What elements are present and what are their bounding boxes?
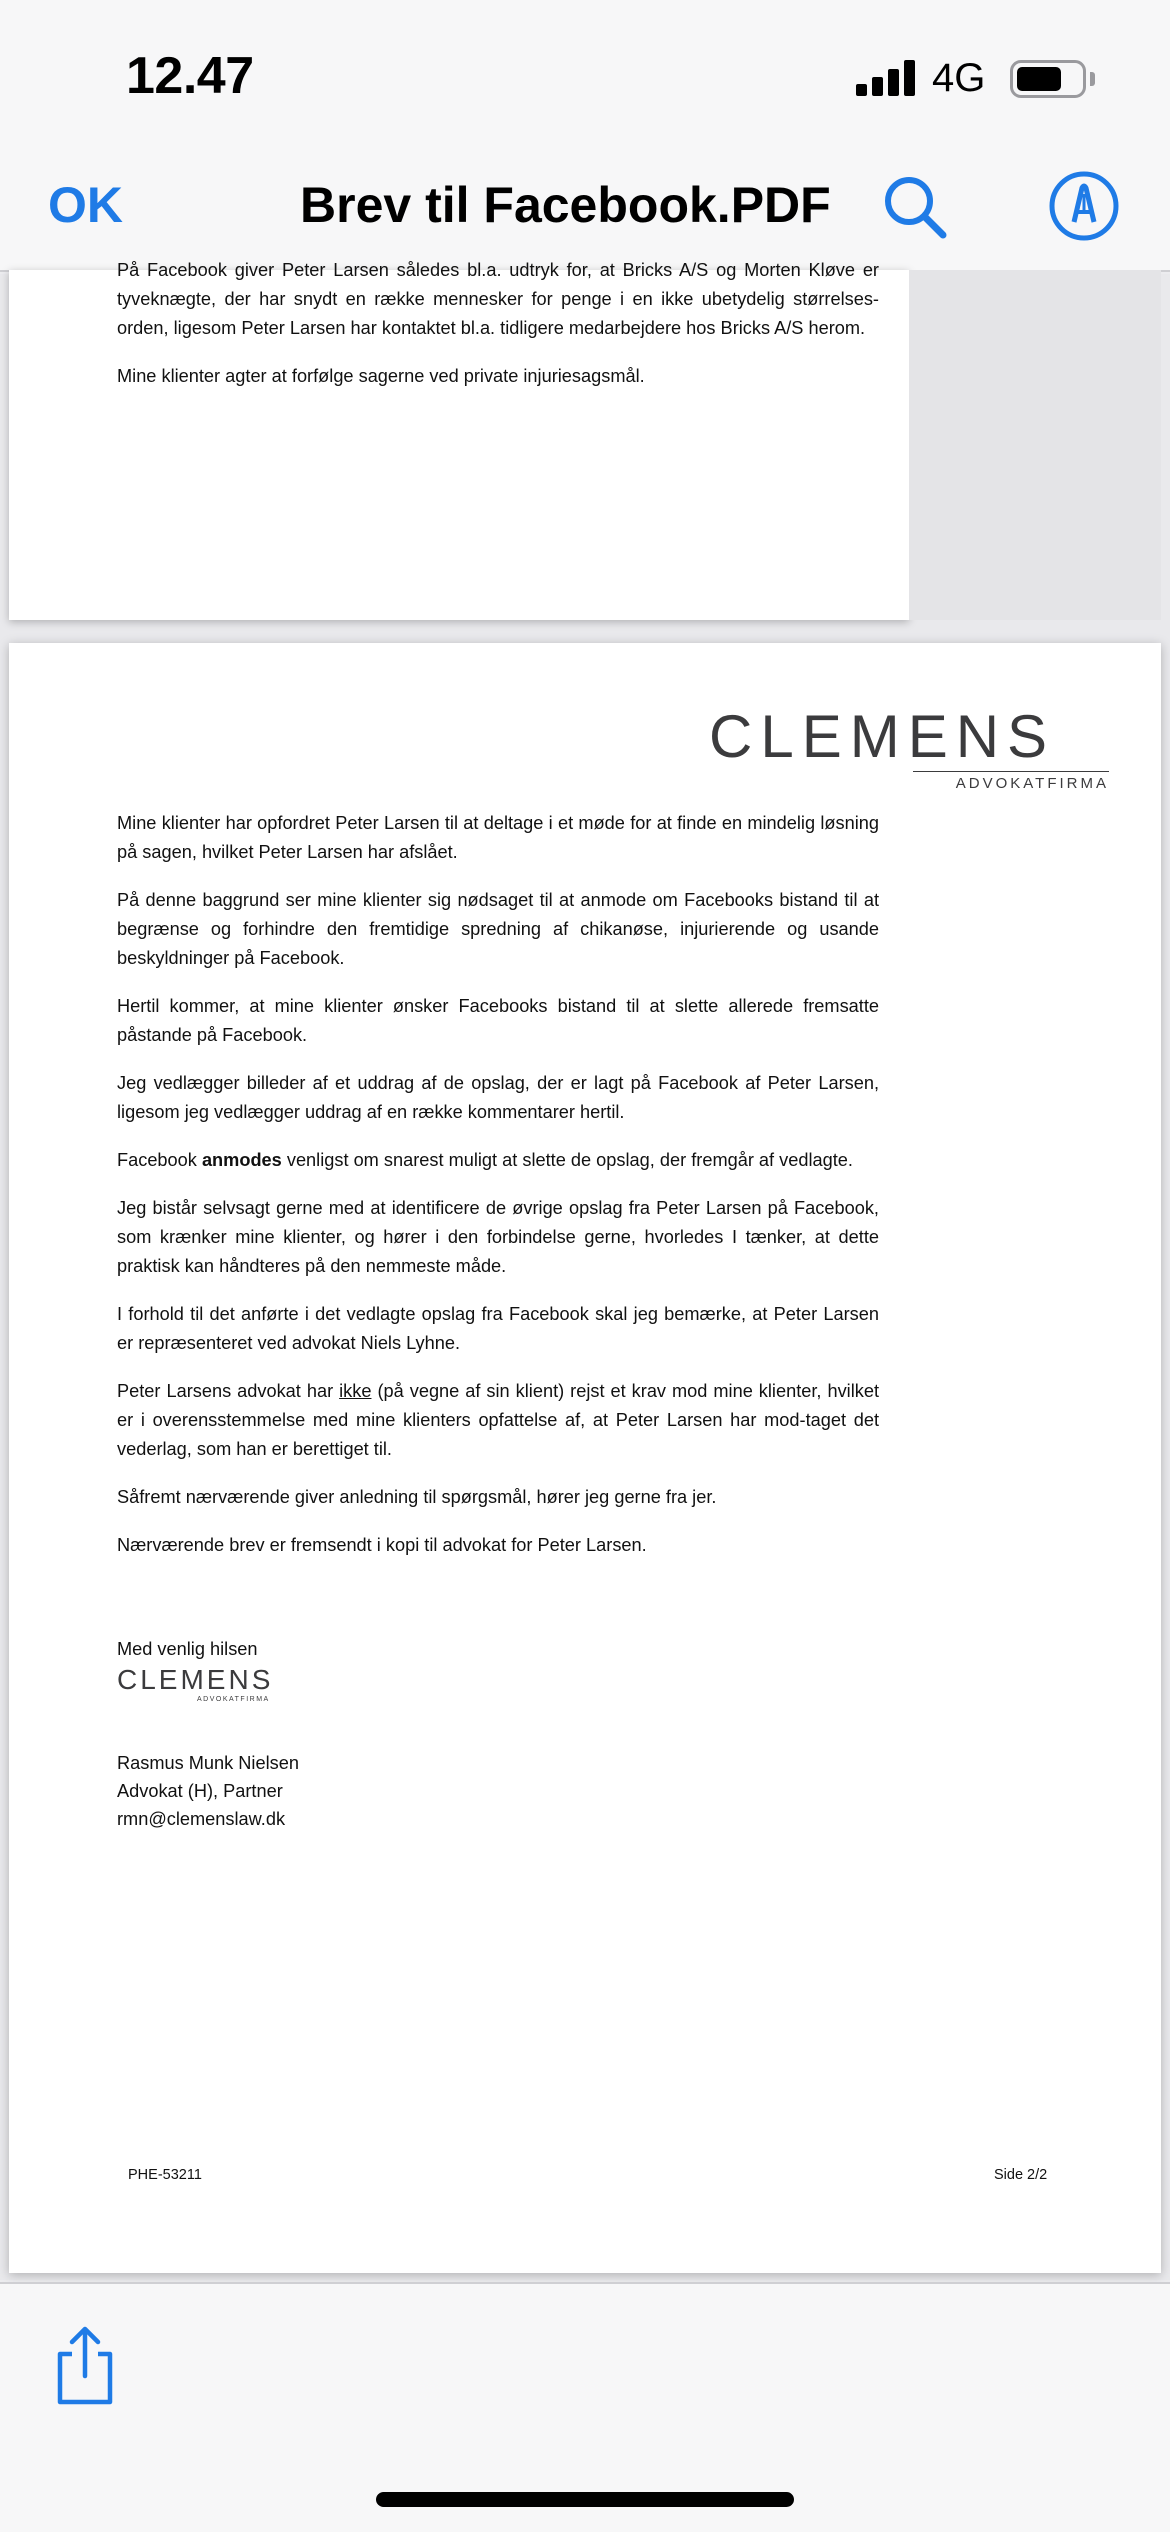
paragraph: Mine klienter agter at forfølge sagerne ved private injuriesagsmål. [117, 366, 645, 386]
share-button[interactable] [50, 2324, 120, 2408]
signature-logo-wordmark: CLEMENS [117, 1664, 274, 1695]
paragraph [117, 1146, 879, 1175]
bold-text: anmodes [201, 1150, 282, 1170]
ok-button[interactable]: OK [48, 177, 123, 233]
text-span: Peter Larsens advokat har [117, 1381, 340, 1401]
page-margin [909, 270, 1161, 620]
signal-strength-icon [856, 58, 916, 96]
underlined-text: ikke [339, 1381, 372, 1401]
home-indicator[interactable] [376, 2492, 794, 2507]
paragraph: Jeg vedlægger billeder af et uddrag af de opslag, der er lagt på Facebook af Peter Larsen, ligesom jeg vedlægger uddrag af en række kommentarer hertil. [117, 1073, 879, 1122]
search-button[interactable] [880, 172, 950, 242]
paragraph: Hertil kommer, at mine klienter ønsker Facebooks bistand til at slette allerede fremsatte påstande på Facebook. [117, 996, 879, 1045]
footer-page-number: Side 2/2 [994, 2167, 1048, 2183]
battery-cap [1090, 72, 1095, 86]
status-time: 12.47 [126, 47, 254, 105]
signer-title: Advokat (H), Partner [117, 1781, 283, 1801]
signer-email: rmn@clemenslaw.dk [117, 1809, 286, 1829]
signer-name: Rasmus Munk Nielsen [117, 1753, 299, 1773]
closing-salutation: Med venlig hilsen [117, 1639, 258, 1659]
pdf-page-1 [9, 260, 909, 620]
status-bar [0, 0, 1170, 150]
pdf-viewer[interactable] [0, 260, 1170, 2280]
footer-reference: PHE-53211 [128, 2167, 202, 2183]
paragraph: I forhold til det anførte i det vedlagte opslag fra Facebook skal jeg bemærke, at Peter Larsen er repræsenteret ved advokat Niels Lyhne. [117, 1304, 879, 1353]
paragraph [117, 1377, 879, 1464]
clemens-logo [709, 703, 1109, 792]
battery-icon [1010, 60, 1086, 98]
paragraph: Mine klienter har opfordret Peter Larsen til at deltage i et møde for at finde en mindelig løsning på sagen, hvilket Peter Larsen har afslået. [117, 813, 879, 862]
signature-block [117, 1749, 299, 1833]
paragraph: Jeg bistår selvsagt gerne med at identificere de øvrige opslag fra Peter Larsen på Facebook, som krænker mine klienter, og hører i den forbindelse gerne, hvorledes I tænker, at dette praktisk kan håndteres på den nemmeste måde. [117, 1198, 879, 1276]
paragraph: Såfremt nærværende giver anledning til spørgsmål, hører jeg gerne fra jer. [117, 1487, 717, 1507]
logo-wordmark: CLEMENS [709, 703, 1056, 770]
page-1-text [117, 256, 879, 410]
text-span: venligst om snarest muligt at slette de opslag, der fremgår af vedlagte. [281, 1150, 853, 1170]
share-icon [50, 2324, 120, 2408]
magnifier-icon [880, 172, 950, 242]
text-span: Facebook [117, 1150, 202, 1170]
pen-circle-icon [1048, 170, 1120, 242]
nav-bar [0, 150, 1170, 272]
signature-logo-subtitle: ADVOKATFIRMA [197, 1696, 270, 1703]
logo-subtitle: ADVOKATFIRMA [913, 771, 1109, 792]
document-title: Brev til Facebook.PDF [300, 177, 831, 233]
paragraph: Nærværende brev er fremsendt i kopi til advokat for Peter Larsen. [117, 1535, 647, 1555]
paragraph: På denne baggrund ser mine klienter sig nødsaget til at anmode om Facebooks bistand til at begrænse og forhindre den fremtidige spredning af chikanøse, injurierende og usande beskyldninger på Facebook. [117, 890, 879, 968]
markup-button[interactable] [1048, 170, 1120, 242]
text-span: (på vegne af sin klient) rejst et krav mod mine klienter, hvilket er i overensstemmelse med mine klienters opfattelse af, at Peter Larsen har mod-taget det vederlag, som han er berettiget til. [117, 1381, 880, 1459]
bottom-toolbar [0, 2282, 1170, 2532]
pdf-page-2 [9, 643, 1161, 2273]
signature-logo [117, 1665, 287, 1709]
letter-body [117, 809, 879, 1579]
paragraph: På Facebook giver Peter Larsen således bl.a. udtryk for, at Bricks A/S og Morten Kløve er tyveknægte, der har snydt en række mennesker for penge i en ikke ubetydelig størrelses-orden, ligesom Peter Larsen har kontaktet bl.a. tidligere medarbejdere hos Bricks A/S herom. [117, 260, 879, 338]
network-type: 4G [932, 56, 986, 100]
